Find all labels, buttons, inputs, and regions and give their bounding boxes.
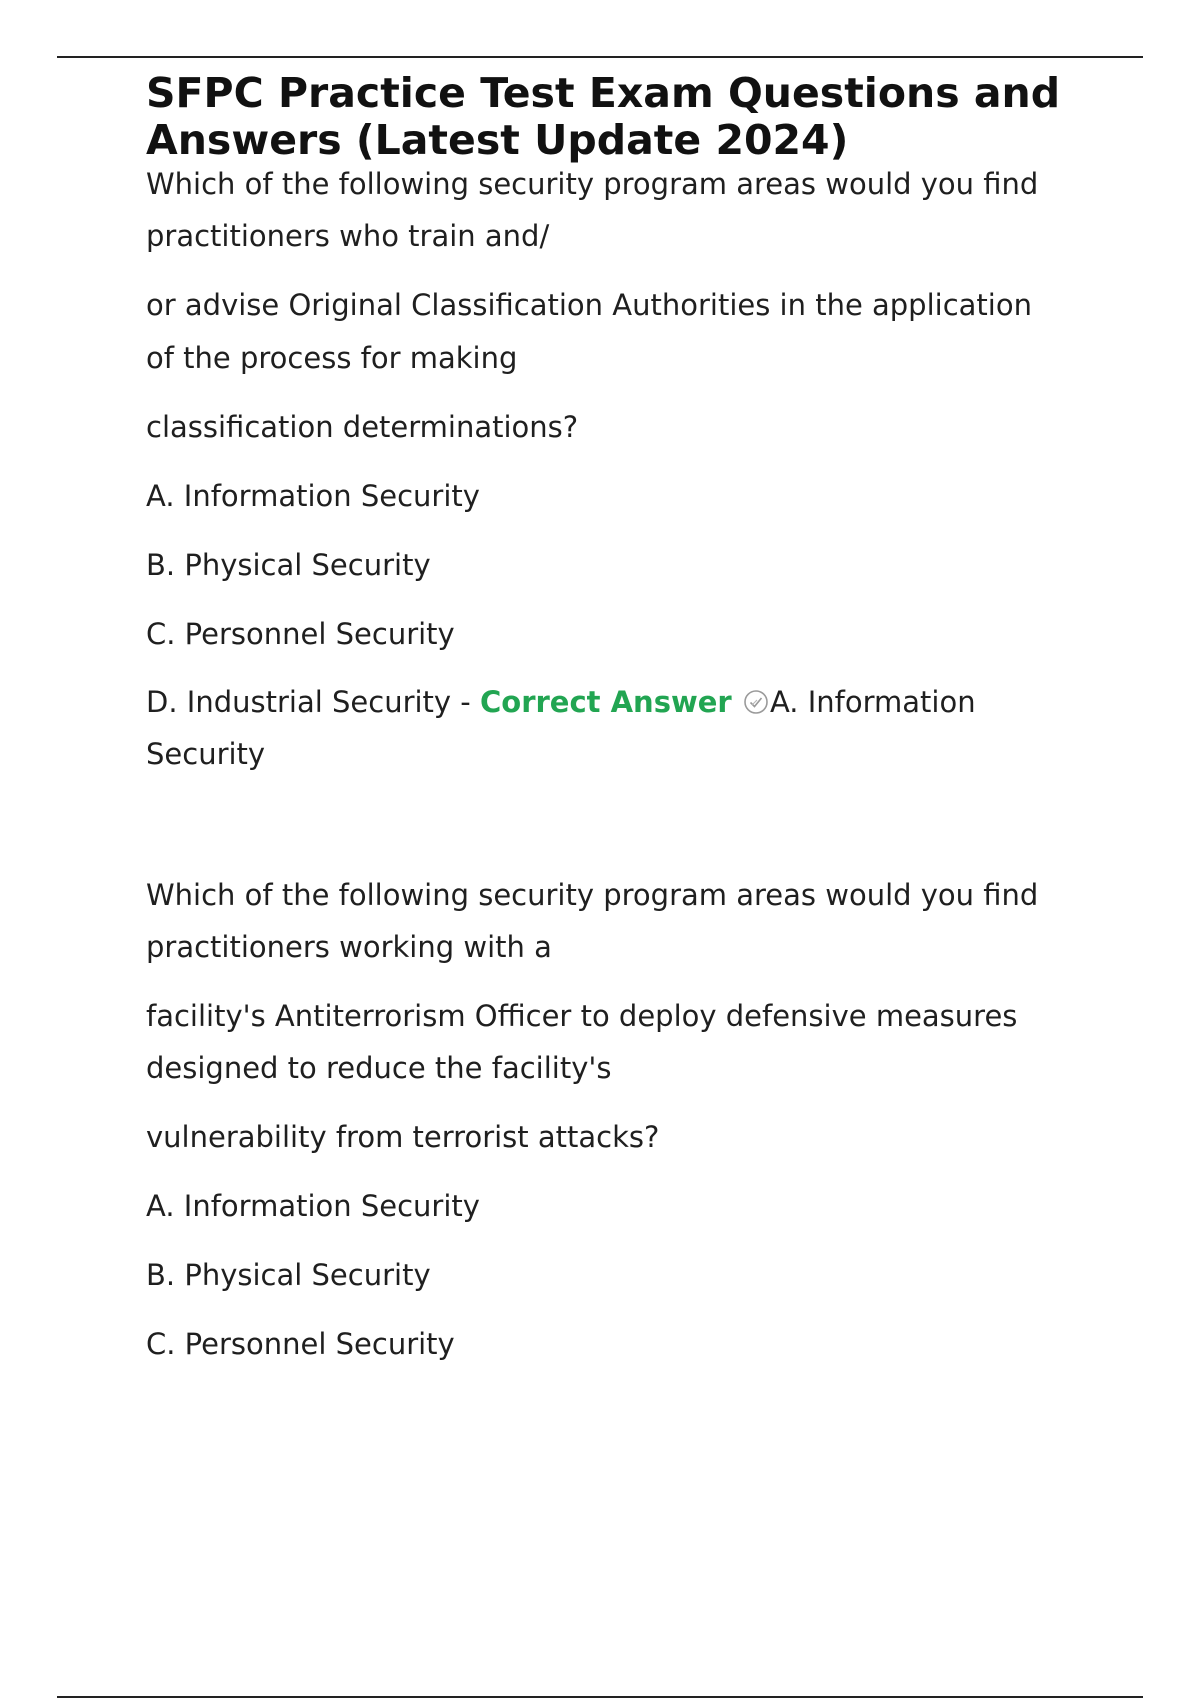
question-2-line-2: practitioners working with a — [146, 930, 552, 964]
question-2-line-4: designed to reduce the facility's — [146, 1051, 612, 1085]
question-1-line-5: classification determinations? — [146, 410, 579, 444]
question-2-option-c: C. Personnel Security — [146, 1327, 455, 1361]
page-title: SFPC Practice Test Exam Questions and Answers (Latest Update 2024) — [146, 69, 1061, 164]
question-1-option-d — [146, 676, 1146, 728]
correct-answer-label: Correct Answer — [479, 685, 732, 719]
bottom-rule — [57, 1696, 1143, 1698]
question-2-line-3: facility's Antiterrorism Officer to deploy defensive measures — [146, 999, 1018, 1033]
question-2-option-b: B. Physical Security — [146, 1258, 431, 1292]
check-circle-icon — [743, 679, 769, 705]
answer-text: A. Information — [769, 685, 976, 719]
question-1-line-1: Which of the following security program areas would you find — [146, 167, 1039, 201]
answer-text-continued: Security — [146, 737, 266, 771]
question-1-line-4: of the process for making — [146, 341, 518, 375]
question-1-line-3: or advise Original Classification Authorities in the application — [146, 288, 1032, 322]
question-1-option-c: C. Personnel Security — [146, 617, 455, 651]
question-2-line-1: Which of the following security program areas would you find — [146, 878, 1039, 912]
question-1-option-a: A. Information Security — [146, 479, 480, 513]
question-1-line-2: practitioners who train and/ — [146, 219, 550, 253]
question-2-line-5: vulnerability from terrorist attacks? — [146, 1120, 660, 1154]
question-2-option-a: A. Information Security — [146, 1189, 480, 1223]
question-1-option-d-text: D. Industrial Security - — [146, 685, 480, 719]
top-rule — [57, 56, 1143, 58]
question-1-option-b: B. Physical Security — [146, 548, 431, 582]
